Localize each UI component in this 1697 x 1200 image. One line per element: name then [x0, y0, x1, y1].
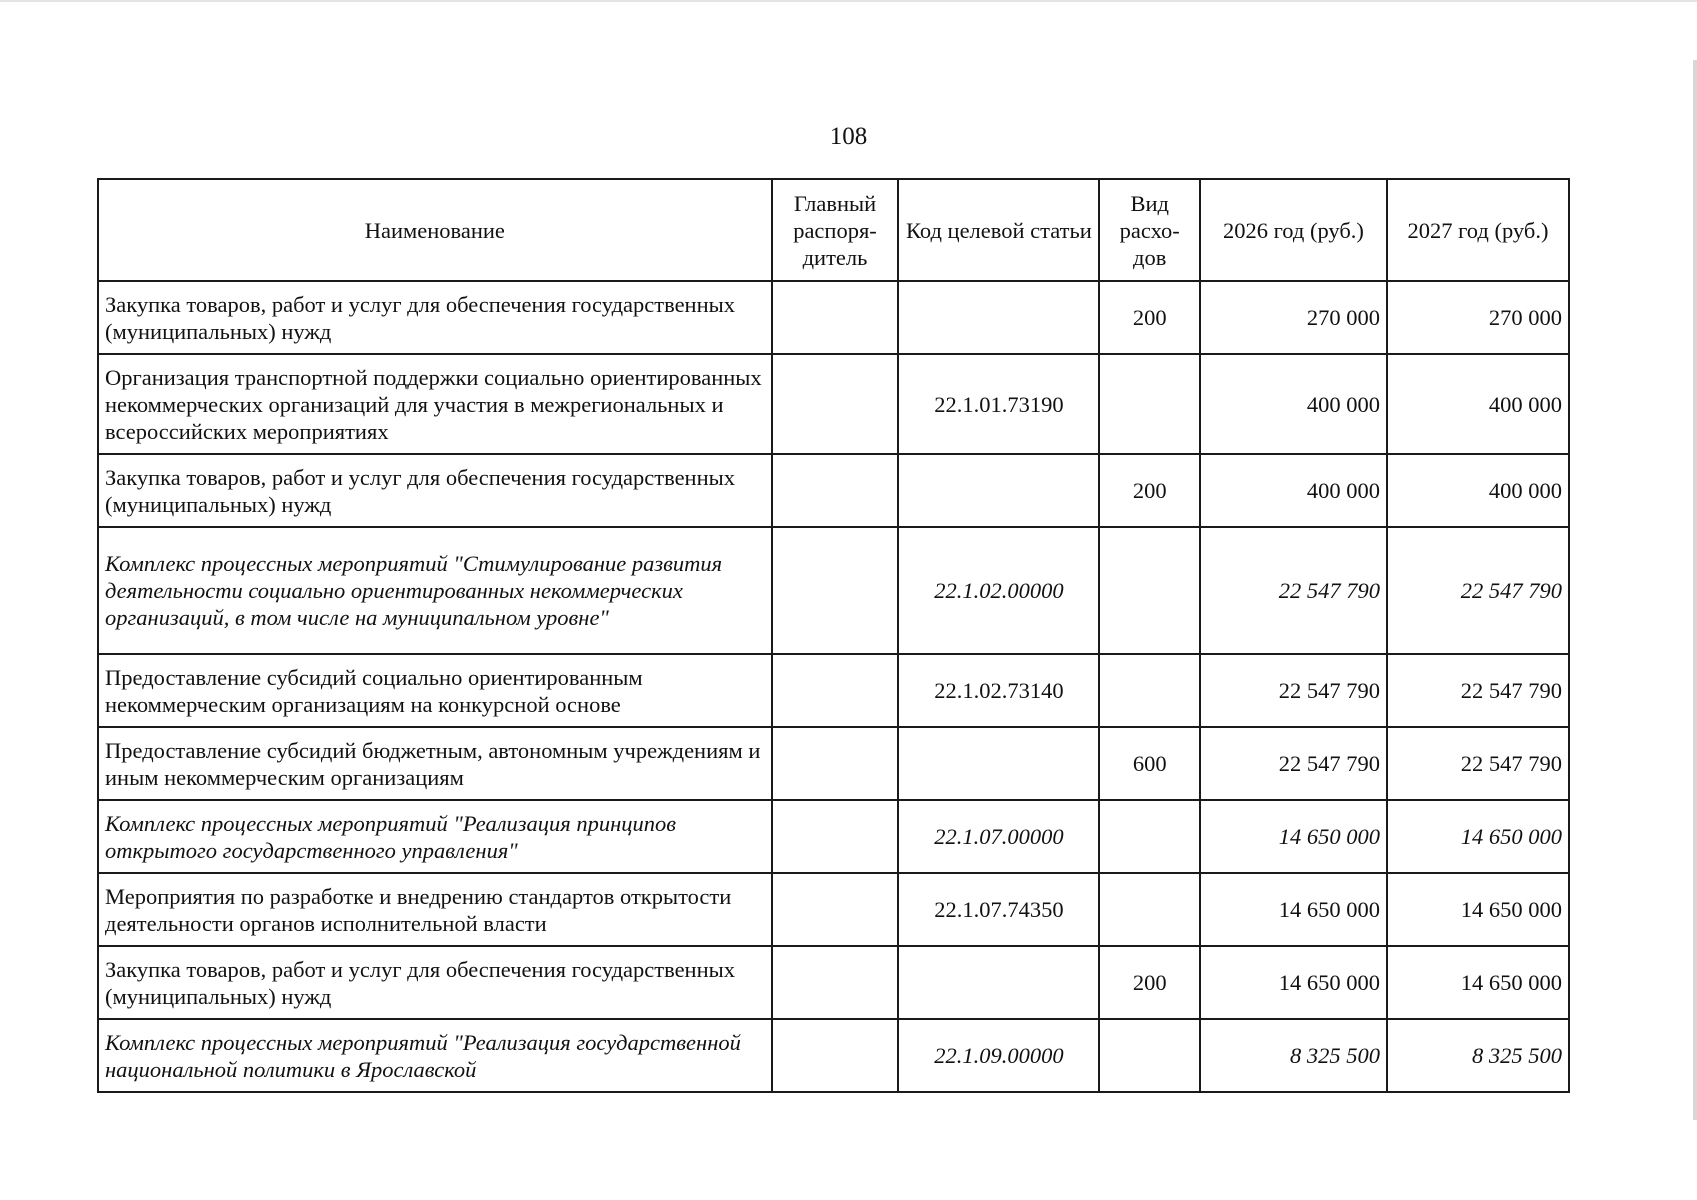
cell-type [1099, 873, 1200, 946]
cell-manager [772, 654, 899, 727]
cell-2026: 14 650 000 [1200, 873, 1387, 946]
cell-code: 22.1.07.00000 [898, 800, 1099, 873]
cell-name: Предоставление субсидий бюджетным, автономным учреждениям и иным некоммерческим организациям [98, 727, 772, 800]
cell-manager [772, 800, 899, 873]
scan-edge-top [0, 0, 1697, 2]
cell-type: 600 [1099, 727, 1200, 800]
cell-type [1099, 800, 1200, 873]
cell-type: 200 [1099, 946, 1200, 1019]
cell-2027: 14 650 000 [1387, 800, 1569, 873]
header-type: Вид расхо-дов [1099, 179, 1200, 281]
cell-2026: 8 325 500 [1200, 1019, 1387, 1092]
cell-name: Комплекс процессных мероприятий "Стимулирование развития деятельности социально ориентированных некоммерческих организаций, в том числе на муниципальном уровне" [98, 527, 772, 654]
header-manager: Главный распоря-дитель [772, 179, 899, 281]
table-header-row [98, 179, 1569, 281]
cell-manager [772, 354, 899, 454]
table-row [98, 281, 1569, 354]
cell-name: Мероприятия по разработке и внедрению стандартов открытости деятельности органов исполнительной власти [98, 873, 772, 946]
cell-code: 22.1.09.00000 [898, 1019, 1099, 1092]
cell-2026: 270 000 [1200, 281, 1387, 354]
table-row [98, 727, 1569, 800]
cell-2026: 400 000 [1200, 454, 1387, 527]
cell-code: 22.1.02.73140 [898, 654, 1099, 727]
cell-2027: 22 547 790 [1387, 727, 1569, 800]
header-2027: 2027 год (руб.) [1387, 179, 1569, 281]
cell-2027: 22 547 790 [1387, 654, 1569, 727]
cell-2027: 14 650 000 [1387, 873, 1569, 946]
table-row [98, 527, 1569, 654]
page-number: 108 [829, 123, 868, 150]
cell-name: Комплекс процессных мероприятий "Реализация государственной национальной политики в Ярославской [98, 1019, 772, 1092]
table-row [98, 946, 1569, 1019]
cell-name: Закупка товаров, работ и услуг для обеспечения государственных (муниципальных) нужд [98, 281, 772, 354]
cell-manager [772, 1019, 899, 1092]
cell-2026: 22 547 790 [1200, 727, 1387, 800]
cell-code: 22.1.02.00000 [898, 527, 1099, 654]
table-row [98, 1019, 1569, 1092]
cell-type [1099, 354, 1200, 454]
cell-2026: 14 650 000 [1200, 946, 1387, 1019]
cell-2026: 22 547 790 [1200, 527, 1387, 654]
header-2026: 2026 год (руб.) [1200, 179, 1387, 281]
cell-code [898, 454, 1099, 527]
table-row [98, 873, 1569, 946]
cell-type: 200 [1099, 281, 1200, 354]
cell-type: 200 [1099, 454, 1200, 527]
cell-type [1099, 654, 1200, 727]
cell-2026: 400 000 [1200, 354, 1387, 454]
cell-manager [772, 727, 899, 800]
cell-2027: 22 547 790 [1387, 527, 1569, 654]
cell-manager [772, 527, 899, 654]
cell-code: 22.1.01.73190 [898, 354, 1099, 454]
cell-name: Закупка товаров, работ и услуг для обеспечения государственных (муниципальных) нужд [98, 946, 772, 1019]
cell-name: Организация транспортной поддержки социально ориентированных некоммерческих организаций для участия в межрегиональных и всероссийских мероприятиях [98, 354, 772, 454]
cell-code [898, 727, 1099, 800]
cell-type [1099, 527, 1200, 654]
table-row [98, 800, 1569, 873]
table-row [98, 454, 1569, 527]
budget-table [97, 178, 1570, 1093]
cell-manager [772, 873, 899, 946]
cell-code [898, 946, 1099, 1019]
cell-type [1099, 1019, 1200, 1092]
cell-name: Закупка товаров, работ и услуг для обеспечения государственных (муниципальных) нужд [98, 454, 772, 527]
cell-2026: 14 650 000 [1200, 800, 1387, 873]
cell-manager [772, 454, 899, 527]
cell-2027: 8 325 500 [1387, 1019, 1569, 1092]
cell-2026: 22 547 790 [1200, 654, 1387, 727]
cell-2027: 400 000 [1387, 454, 1569, 527]
cell-manager [772, 281, 899, 354]
cell-code [898, 281, 1099, 354]
header-name: Наименование [98, 179, 772, 281]
header-code: Код целевой статьи [898, 179, 1099, 281]
scan-edge-right [1693, 60, 1697, 1120]
cell-2027: 400 000 [1387, 354, 1569, 454]
table-row [98, 654, 1569, 727]
cell-name: Предоставление субсидий социально ориентированным некоммерческим организациям на конкурсной основе [98, 654, 772, 727]
cell-2027: 270 000 [1387, 281, 1569, 354]
cell-manager [772, 946, 899, 1019]
table-body [98, 281, 1569, 1092]
cell-name: Комплекс процессных мероприятий "Реализация принципов открытого государственного управления" [98, 800, 772, 873]
cell-code: 22.1.07.74350 [898, 873, 1099, 946]
cell-2027: 14 650 000 [1387, 946, 1569, 1019]
table-row [98, 354, 1569, 454]
